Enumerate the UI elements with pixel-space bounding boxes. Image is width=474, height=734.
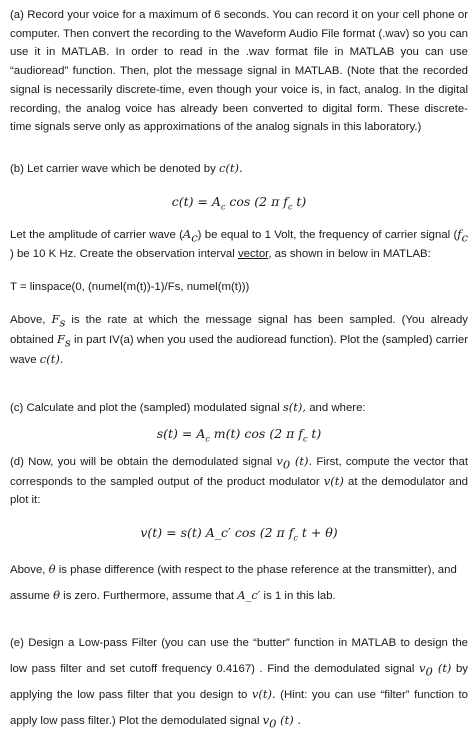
part-a-paragraph xyxy=(10,6,468,137)
part-b-sampling-paragraph: Above, $F_s$ is the rate at which the message signal has been sampled. (You already obtained $F_s$ in part IV(a) when you used the audioread function). Plot the (sampled) carrier wave c(t). xyxy=(10,312,468,366)
matlab-code-line: T = linspace(0, (numel(m(t))-1)/Fs, numel(m(t))) xyxy=(10,280,250,293)
part-e-paragraph: (e) Design a Low-pass Filter (you can use the “butter” function in MATLAB to design the low pass filter and set cutoff frequency 0.4167) . Find the demodulated signal $v_0$ (t) by applying the low pass filter that you design to v(t). (Hint: you can use “filter” function to apply low pass filter.) Plot the demodulated signal $v_0$ (t) . xyxy=(10,636,468,731)
part-b-intro: (b) Let carrier wave which be denoted by c(t). xyxy=(10,160,243,175)
demodulator-product-equation: v(t) = s(t) A_c′ cos (2 π $f_c$ t + θ) xyxy=(140,525,338,543)
part-a-text: (a) Record your voice for a maximum of 6 seconds. You can record it on your cell phone or computer. Then convert the recording to the Waveform Audio File format (.wav) so you can use it in MATLAB. In order to read in the .wav format file in MATLAB you can use “audioread” function. Then, plot the message signal in MATLAB. (Note that the recorded signal is necessarily discrete-time, even though your voice is, in fact, analog. In the digital recording, the analog voice has already been converted to digital form. These discrete-time signals serve only as approximations of the analog signals in this laboratory.) xyxy=(10,9,468,134)
part-c-intro: (c) Calculate and plot the (sampled) modulated signal s(t), and where: xyxy=(10,399,366,414)
part-d-paragraph: (d) Now, you will be obtain the demodulated signal $v_0$ (t). First, compute the vector that corresponds to the sampled output of the product modulator v(t) at the demodulator and plot it: xyxy=(10,453,469,507)
carrier-equation: $c(t) = A_c$ cos (2 π $f_c$ t) xyxy=(171,193,307,212)
part-d-phase-paragraph: Above, θ is phase difference (with respect to the phase reference at the transmitter), and assume θ is zero. Furthermore, assume that A_c′ is 1 in this lab. xyxy=(10,561,457,602)
part-b-amplitude-paragraph: Let the amplitude of carrier wave $(A_c)$ be equal to 1 Volt, the frequency of carrier signal ($f_c$ ) be 10 K Hz. Create the observation interval vector, as shown in below in MATLAB: xyxy=(10,227,468,261)
modulated-signal-equation: $s(t) = A_c$ m(t) cos (2 π $f_c$ t) xyxy=(156,426,322,444)
vector-underlined-word: vector xyxy=(237,248,269,261)
lab-document xyxy=(10,6,468,734)
